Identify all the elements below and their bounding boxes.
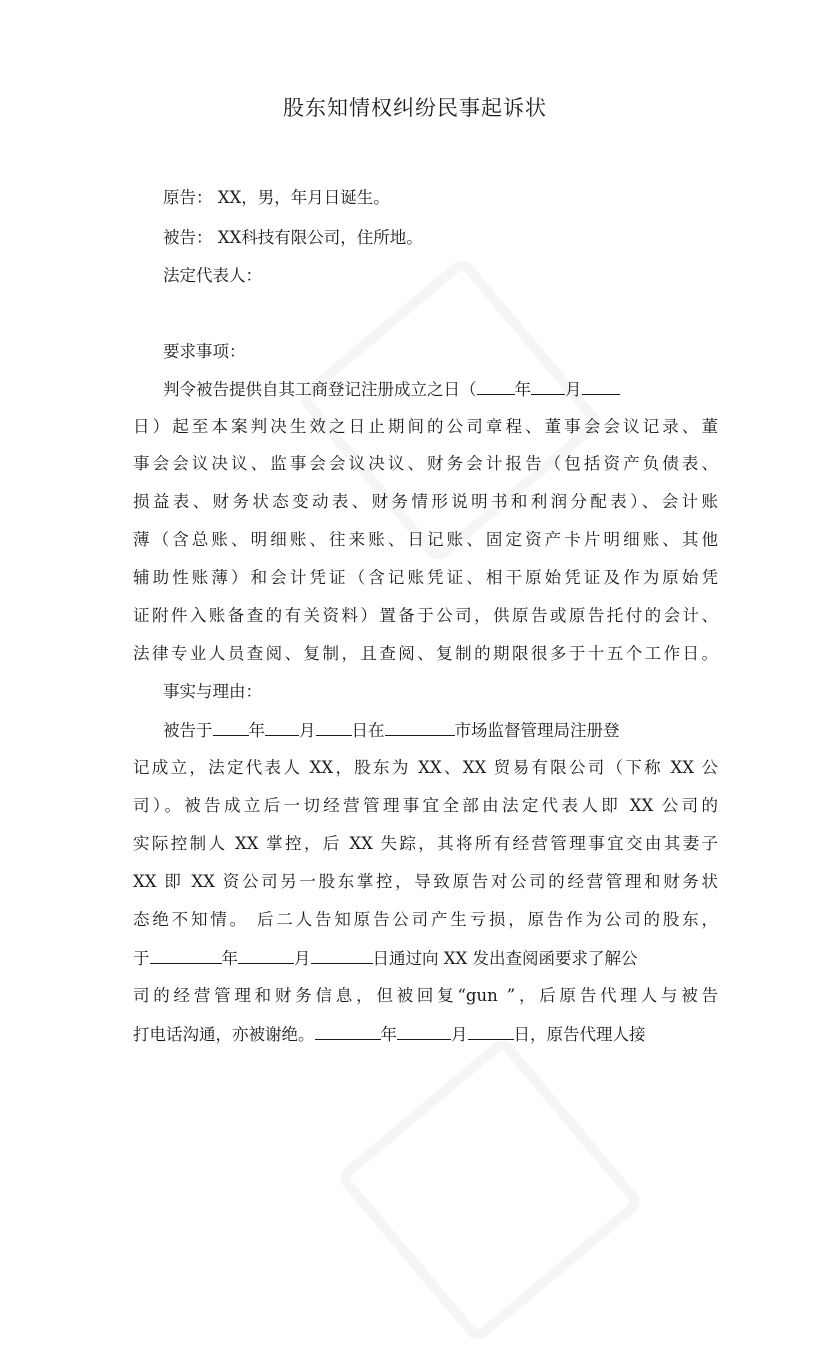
legal-representative-line: 法定代表人： xyxy=(163,266,262,285)
facts-text: 日，原告代理人接 xyxy=(513,1025,646,1044)
plaintiff-line: 原告： XX，男，年月日诞生。 xyxy=(163,188,390,207)
claims-paragraph-line: 辅助性账薄）和会计凭证（含记账凭证、相干原始凭证及作为原始凭 xyxy=(133,568,718,587)
claims-paragraph-line: 薄（含总账、明细账、往来账、日记账、固定资产卡片明细账、其他 xyxy=(133,530,718,549)
blank-field xyxy=(531,377,565,395)
facts-text: 市场监督管理局注册登 xyxy=(454,721,620,740)
facts-text: 于 xyxy=(133,949,150,968)
year-label: 年 xyxy=(221,949,238,968)
facts-paragraph-line: 态绝不知情。 后二人告知原告公司产生亏损，原告作为公司的股东， xyxy=(133,910,718,929)
month-label: 月 xyxy=(451,1025,468,1044)
claims-paragraph-line: 证附件入账备查的有关资料）置备于公司，供原告或原告托付的会计、 xyxy=(133,606,718,625)
blank-field xyxy=(477,377,515,395)
blank-field xyxy=(315,1022,381,1040)
blank-field xyxy=(316,718,352,736)
blank-field xyxy=(468,1022,514,1040)
watermark-logo xyxy=(335,1035,645,1345)
claims-paragraph-line: 法律专业人员查阅、复制，且查阅、复制的期限很多于十五个工作日。 xyxy=(133,644,718,663)
facts-paragraph-line: 司的经营管理和财务信息，但被回复“gun ”，后原告代理人与被告 xyxy=(133,986,718,1005)
watermark-logo xyxy=(295,255,605,565)
claims-paragraph-line: 日）起至本案判决生效之日止期间的公司章程、董事会会议记录、董 xyxy=(133,417,718,436)
claims-heading: 要求事项： xyxy=(163,342,246,361)
month-label: 月 xyxy=(294,949,311,968)
facts-text: 被告于 xyxy=(163,721,213,740)
claims-paragraph-line xyxy=(163,377,620,402)
facts-paragraph-line: XX 即 XX 资公司另一股东掌控，导致原告对公司的经营管理和财务状 xyxy=(133,872,718,891)
blank-field xyxy=(265,718,299,736)
blank-field xyxy=(150,946,222,964)
month-label: 月 xyxy=(565,380,582,399)
facts-paragraph-line: 司）。被告成立后一切经营管理事宜全部由法定代表人即 XX 公司的 xyxy=(133,796,718,815)
year-label: 年 xyxy=(248,721,265,740)
blank-field xyxy=(397,1022,451,1040)
claims-paragraph-line: 损益表、财务状态变动表、财务情形说明书和利润分配表）、会计账 xyxy=(133,492,718,511)
facts-paragraph-line xyxy=(163,718,620,743)
facts-paragraph-line xyxy=(133,946,637,971)
blank-field xyxy=(385,718,455,736)
blank-field xyxy=(238,946,294,964)
year-label: 年 xyxy=(514,380,531,399)
facts-text: 日通过向 XX 发出查阅函要求了解公 xyxy=(372,949,638,968)
blank-field xyxy=(582,377,620,395)
facts-paragraph-line xyxy=(133,1022,646,1047)
facts-paragraph-line: 记成立，法定代表人 XX，股东为 XX、XX 贸易有限公司（下称 XX 公 xyxy=(133,758,718,777)
facts-heading: 事实与理由： xyxy=(163,682,262,701)
facts-paragraph-line: 实际控制人 XX 掌控，后 XX 失踪，其将所有经营管理事宜交由其妻子 xyxy=(133,834,718,853)
facts-text: 打电话沟通，亦被谢绝。 xyxy=(133,1025,315,1044)
claims-text: 判令被告提供自其工商登记注册成立之日（ xyxy=(163,380,477,399)
blank-field xyxy=(213,718,249,736)
document-title: 股东知情权纠纷民事起诉状 xyxy=(283,96,547,120)
defendant-line: 被告： XX科技有限公司，住所地。 xyxy=(163,228,423,247)
month-label: 月 xyxy=(299,721,316,740)
claims-paragraph-line: 事会会议决议、监事会会议决议、财务会计报告（包括资产负债表、 xyxy=(133,454,718,473)
year-label: 年 xyxy=(380,1025,397,1044)
facts-text: 日在 xyxy=(351,721,385,740)
blank-field xyxy=(311,946,373,964)
